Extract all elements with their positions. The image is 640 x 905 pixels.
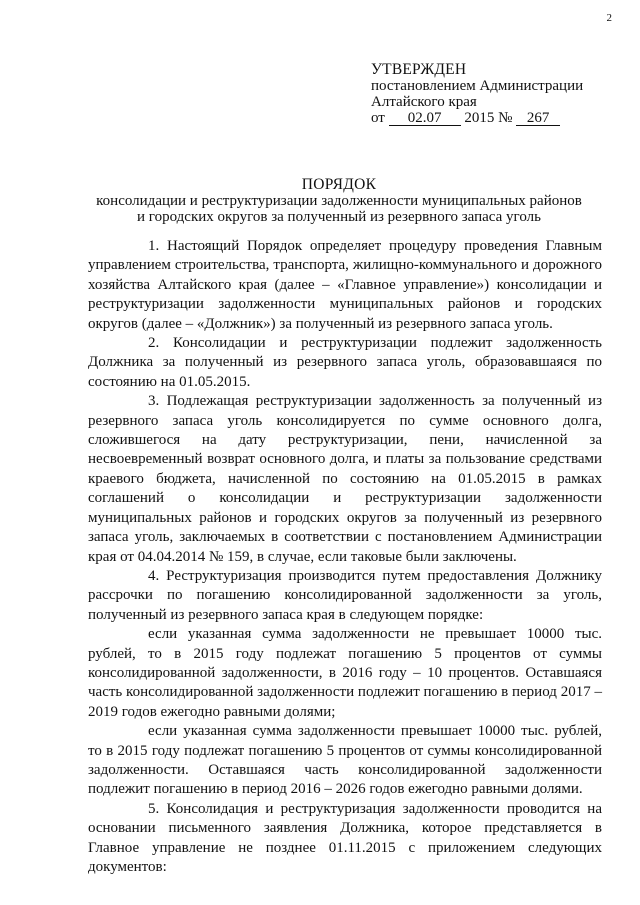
- approval-stamp-block: [371, 62, 583, 126]
- page-number: 2: [606, 12, 612, 24]
- document-title-block: [88, 177, 590, 225]
- document-title: ПОРЯДОК: [301, 176, 377, 193]
- approval-heading: УТВЕРЖДЕН: [371, 61, 467, 78]
- approval-date-line: [371, 110, 583, 126]
- paragraph-3: 3. Подлежащая реструктуризации задолженность за полученный из резервного запаса уголь консолидируется по сумме основного долга, сложившегося на дату реструктуризации, пени, начисленной за несвоевременный возврат основного долга, и платы за пользование средствами краевого бюджета, начисленной по состоянию на 01.05.2015 в рамках соглашений о консолидации и реструктуризации задолженности муниципальных районов и городских округов за полученный из резервного запаса уголь, заключаемых в соответствии с постановлением Администрации края от 04.04.2014 № 159, в случае, если таковые были заключены.: [88, 393, 602, 565]
- paragraph-5: 5. Консолидация и реструктуризация задолженности проводится на основании письменного заявления Должника, которое представляется в Главное управление не позднее 01.11.2015 с приложением следующих документов:: [88, 800, 602, 875]
- approval-year: 2015 №: [464, 110, 513, 126]
- approval-date: 02.07: [389, 111, 461, 126]
- approval-line-1: постановлением Администрации: [371, 78, 584, 94]
- document-subtitle-line-2: и городских округов за полученный из резервного запаса уголь: [137, 209, 541, 225]
- approval-from-prefix: от: [371, 110, 385, 126]
- document-body: [88, 237, 602, 877]
- paragraph-1: 1. Настоящий Порядок определяет процедуру проведения Главным управлением строительства, транспорта, жилищно-коммунального и дорожного хозяйства Алтайского края (далее – «Главное управление») консолидации и реструктуризации задолженности муниципальных районов и городских округов (далее – «Должник») за полученный из резервного запаса уголь.: [88, 238, 602, 332]
- paragraph-4-case-b: если указанная сумма задолженности превышает 10000 тыс. рублей, то в 2015 году подлежат погашению 5 процентов от суммы консолидированной задолженности. Оставшаяся часть консолидированной задолженности подлежит погашению в период 2016 – 2026 годов ежегодно равными долями.: [88, 723, 602, 798]
- approval-line-2: Алтайского края: [371, 94, 477, 110]
- approval-number: 267: [516, 111, 560, 126]
- document-subtitle-line-1: консолидации и реструктуризации задолженности муниципальных районов: [96, 193, 582, 209]
- paragraph-4-case-a: если указанная сумма задолженности не превышает 10000 тыс. рублей, то в 2015 году подлежат погашению 5 процентов от суммы консолидированной задолженности, в 2016 году – 10 процентов. Оставшаяся часть консолидированной задолженности подлежит погашению в период 2017 – 2019 годов ежегодно равными долями;: [88, 626, 602, 720]
- paragraph-2: 2. Консолидации и реструктуризации подлежит задолженность Должника за полученный из резервного запаса уголь, образовавшаяся по состоянию на 01.05.2015.: [88, 335, 602, 390]
- paragraph-4: 4. Реструктуризация производится путем предоставления Должнику рассрочки по погашению консолидированной задолженности за уголь, полученный из резервного запаса края в следующем порядке:: [88, 567, 602, 623]
